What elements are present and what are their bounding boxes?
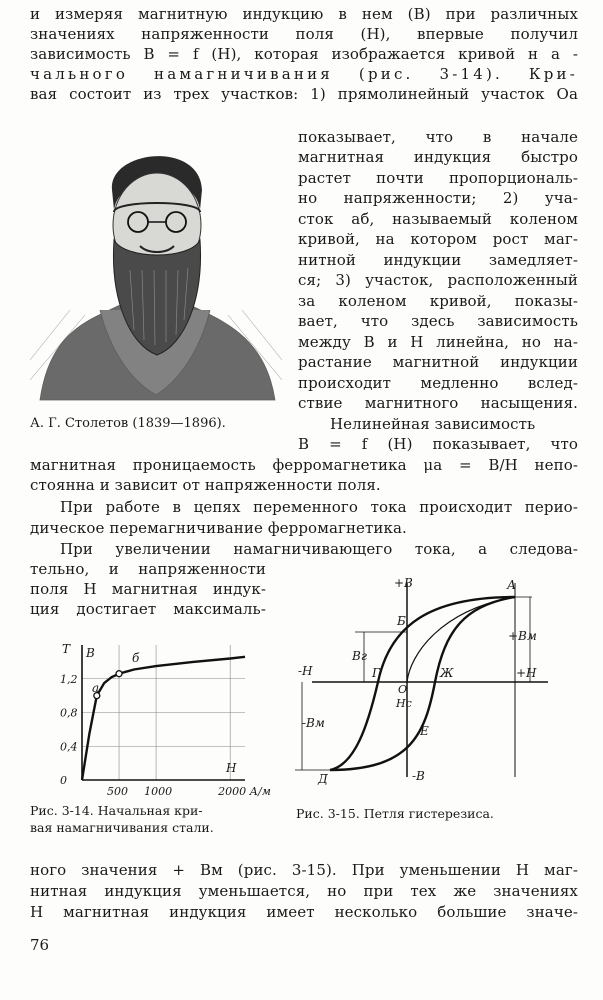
fig15-label-minus-b: -B: [412, 769, 425, 783]
fig14-caption-2: вая намагничивания стали.: [30, 820, 214, 835]
fig14-curve-line: [82, 657, 245, 780]
text-bottom-3: H магнитная индукция имеет несколько большие значе-: [30, 903, 578, 921]
fig14-point-b: [116, 671, 122, 677]
fig15-loop-upper: [330, 597, 515, 770]
text-line-top-3: зависимость B = f (H), которая изображается кривой н а -: [30, 45, 578, 63]
fig14-unit-label: T: [62, 642, 71, 656]
stoletov-portrait: [30, 130, 282, 408]
text-bottom-2: нитная индукция уменьшается, но при тех же значениях: [30, 882, 578, 900]
text-middle-8: ция достигает максималь-: [30, 600, 266, 618]
portrait-caption: А. Г. Столетов (1839—1896).: [30, 416, 226, 431]
fig14-caption-1: Рис. 3-14. Начальная кри-: [30, 803, 203, 818]
text-right-15: Нелинейная зависимость: [330, 415, 536, 433]
fig15-label-plus-bm: +Bм: [508, 629, 537, 643]
text-right-11: между B и H линейна, но на-: [298, 333, 578, 351]
text-right-13: происходит медленно вслед-: [298, 374, 578, 392]
text-middle-5: При увеличении намагничивающего тока, а следова-: [60, 540, 578, 558]
text-right-5: сток аб, называемый коленом: [298, 210, 578, 228]
fig15-label-Zh: Ж: [440, 666, 454, 680]
text-line-top-5: вая состоит из трех участков: 1) прямолинейный участок Oa: [30, 85, 578, 103]
text-right-3: растет почти пропорциональ-: [298, 169, 578, 187]
text-line-top-1: и измеряя магнитную индукцию в нем (B) при различных: [30, 5, 578, 23]
text-right-12: растание магнитной индукции: [298, 353, 578, 371]
fig15-label-O: О: [398, 683, 408, 696]
text-right-6: кривой, на котором рост маг-: [298, 230, 578, 248]
fig14-y-var: B: [86, 646, 95, 660]
fig15-caption: Рис. 3-15. Петля гистерезиса.: [296, 806, 494, 821]
text-right-9: за коленом кривой, показы-: [298, 292, 578, 310]
text-right-2: магнитная индукция быстро: [298, 148, 578, 166]
text-right-16: B = f (H) показывает, что: [298, 435, 578, 453]
text-right-14: ствие магнитного насыщения.: [298, 394, 578, 412]
fig15-label-minus-h: -H: [298, 664, 313, 678]
page-number: 76: [30, 936, 50, 954]
text-right-8: ся; 3) участок, расположенный: [298, 271, 578, 289]
fig15-label-plus-b: +B: [394, 576, 413, 590]
text-line-top-2: значениях напряженности поля (H), впервые получил: [30, 25, 578, 43]
text-middle-2: стоянна и зависит от напряженности поля.: [30, 476, 381, 494]
fig14-ytick-label: 0: [60, 774, 67, 787]
fig15-label-hc: Hс: [396, 697, 412, 710]
text-middle-1: магнитная проницаемость ферромагнетика μа = B/H непо-: [30, 456, 578, 474]
text-right-7: нитной индукции замедляет-: [298, 251, 578, 269]
fig14-ytick-label: 0,4: [60, 740, 78, 754]
fig15-label-minus-bm: -Bм: [302, 716, 325, 730]
text-middle-6: тельно, и напряженности: [30, 560, 266, 578]
fig14-ytick-label: 1,2: [60, 672, 78, 686]
text-right-1: показывает, что в начале: [298, 128, 578, 146]
fig14-xtick-label: 2000 А/м: [218, 785, 271, 798]
text-middle-3: При работе в цепях переменного тока происходит перио-: [60, 498, 578, 516]
fig-3-14-magnetization-curve: [40, 635, 271, 800]
fig15-label-plus-h: +H: [516, 666, 537, 680]
text-middle-4: дическое перемагничивание ферромагнетика.: [30, 519, 407, 537]
fig15-label-E: Е: [420, 724, 429, 738]
fig15-label-br: Bг: [352, 649, 367, 663]
text-middle-7: поля H магнитная индук-: [30, 580, 266, 598]
fig14-label-a: а: [92, 681, 100, 695]
fig14-ytick-label: 0,8: [60, 706, 78, 720]
fig14-xtick-label: 1000: [144, 785, 173, 798]
text-right-4: но напряженности; 2) уча-: [298, 189, 578, 207]
fig15-label-D: Д: [318, 772, 328, 786]
fig14-xtick-label: 500: [107, 785, 129, 798]
fig14-label-b: б: [132, 651, 140, 665]
fig15-label-A: А: [507, 578, 517, 592]
text-bottom-1: ного значения + Bм (рис. 3-15). При уменьшении H маг-: [30, 861, 578, 879]
fig-3-15-hysteresis-loop: [290, 565, 555, 795]
text-line-top-4: чального намагничивания (рис. 3-14). Кри-: [30, 65, 578, 83]
fig14-x-var: H: [226, 761, 237, 775]
fig15-initial-curve: [407, 597, 515, 682]
fig15-label-B: Б: [397, 614, 406, 628]
fig15-label-G: Г: [372, 666, 380, 680]
text-right-10: вает, что здесь зависимость: [298, 312, 578, 330]
